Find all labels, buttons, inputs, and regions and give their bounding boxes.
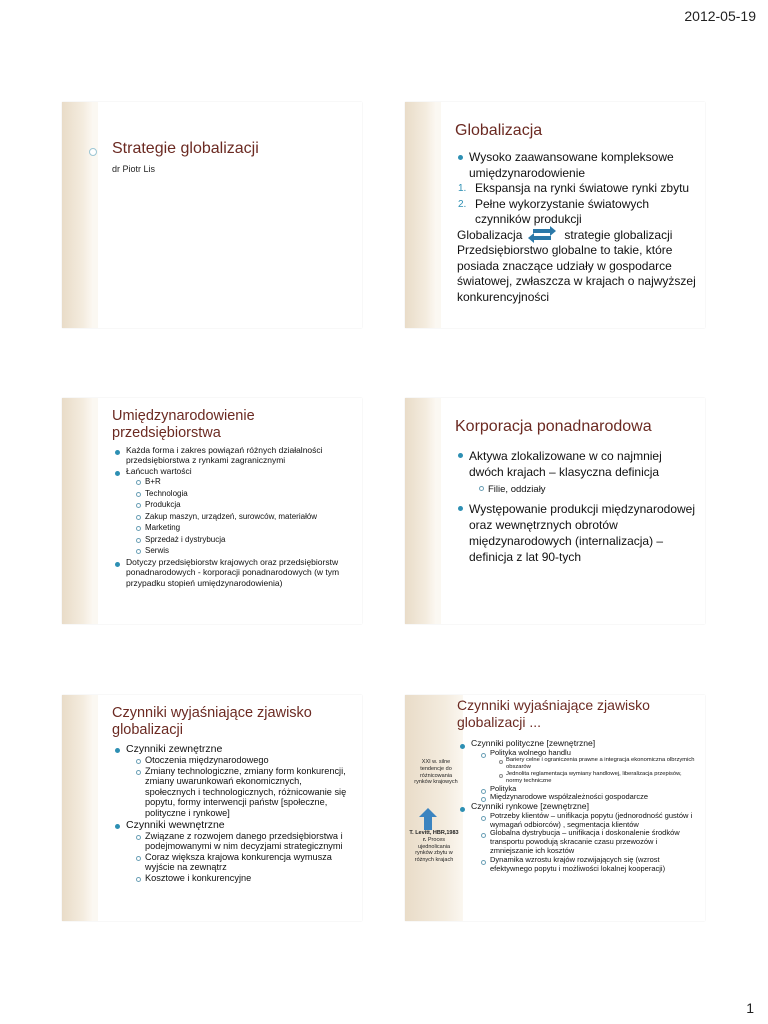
definition-paragraph: Przedsiębiorstwo globalne to takie, które posiada znaczące udziały w gospodarce światowej, zwłaszcza w krajach o najwyższej konkurencyjności bbox=[457, 243, 696, 304]
slide-title: Umiędzynarodowienie przedsiębiorstwa bbox=[112, 408, 255, 441]
globalization-relation: Globalizacja strategie globalizacji bbox=[457, 227, 673, 242]
bullet: Aktywa zlokalizowane w co najmniej dwóch krajach – klasyczna definicja Filie, oddziały bbox=[457, 448, 697, 498]
bullet: Czynniki zewnętrzne Otoczenia międzynarodowego Zmiany technologiczne, zmiany form konkurencji, zmiany uwarunkowań ekonomicznych, społecznych i technologicznych, różnicowanie się popytu, formy interwencji państw [społeczne, polityczne i rynkowe] bbox=[114, 743, 354, 819]
slide-6 bbox=[405, 695, 705, 921]
sub-item: Dynamika wzrostu krajów rozwijających się (wzrost efektywnego popytu i możliwości lokalnej kooperacji) bbox=[481, 856, 697, 874]
bullet: Dotyczy przedsiębiorstw krajowych oraz przedsiębiorstw ponadnarodowych - korporacji ponadnarodowych (w tym przypadku stopień umiędzynarodowienia) bbox=[114, 557, 354, 588]
sub-item: Serwis bbox=[136, 545, 354, 557]
slide-title: Czynniki wyjaśniające zjawisko globalizacji ... bbox=[457, 697, 650, 730]
sub-item: Zmiany technologiczne, zmiany form konkurencji, zmiany uwarunkowań ekonomicznych, społecznych i technologicznych, różnicowanie się popytu, formy interwencji państw [społeczne, polityczne i rynkowe] bbox=[136, 766, 354, 819]
bullet: Czynniki rynkowe [zewnętrzne] Potrzeby klientów – unifikacja popytu (jednorodność gustów i wymagań odbiorców) , segmentacja klientów Globalna dystrybucja – unifikacja i doskonalenie środków transportu powodują skracanie czasu przewozów i zmniejszanie ich kosztów Dynamika wzrostu krajów rozwijających się (wzrost efektywnego popytu i możliwości lokalnej kooperacji) bbox=[459, 802, 697, 873]
bullet: Wysoko zaawansowane kompleksowe umiędzynarodowienie bbox=[457, 150, 697, 181]
sub-item: Globalna dystrybucja – unifikacja i doskonalenie środków transportu powodują skracanie czasu przewozów i zmniejszanie ich kosztów bbox=[481, 829, 697, 855]
sub-item: Marketing bbox=[136, 522, 354, 534]
slide-4 bbox=[405, 398, 705, 624]
bullet: Czynniki wewnętrzne Związane z rozwojem danego przedsiębiorstwa i podejmowanymi w nim decyzjami strategicznymi Coraz większa krajowa konkurencja wymusza wyjście na zewnątrz Kosztowe i konkurencyjne bbox=[114, 819, 354, 884]
slide-1 bbox=[62, 102, 362, 328]
slide-content bbox=[457, 448, 697, 565]
sub-item: Produkcja bbox=[136, 499, 354, 511]
slide-content bbox=[459, 739, 697, 873]
page-number: 1 bbox=[746, 1000, 754, 1016]
slide-content bbox=[114, 743, 354, 884]
sub-item: Technologia bbox=[136, 488, 354, 500]
sub-item: Otoczenia międzynarodowego bbox=[136, 755, 354, 766]
sub-item: Polityka wolnego handlu Bariery celne i ograniczenia prawne a integracja ekonomiczna olbrzymich obszarów Jednolita reglamentacja wymiany handlowej, liberalizacja przepisów, normy techniczne bbox=[481, 749, 697, 785]
slide-content bbox=[114, 445, 354, 588]
numbered-item: 1. Ekspansja na rynki światowe rynki zbytu bbox=[458, 181, 690, 195]
sub-sub-item: Bariery celne i ograniczenia prawne a integracja ekonomiczna olbrzymich obszarów bbox=[499, 757, 697, 771]
sub-item: Sprzedaż i dystrybucja bbox=[136, 534, 354, 546]
bullet: Łańcuch wartości B+R Technologia Produkcja Zakup maszyn, urządzeń, surowców, materiałów Marketing Sprzedaż i dystrybucja Serwis bbox=[114, 466, 354, 557]
slide-content bbox=[457, 150, 697, 305]
slide-5 bbox=[62, 695, 362, 921]
bullet: Każda forma i zakres powiązań różnych działalności przedsiębiorstwa z rynkami zagranicznymi bbox=[114, 445, 354, 466]
slide-title: Strategie globalizacji bbox=[112, 140, 259, 157]
sub-item: B+R bbox=[136, 476, 354, 488]
slide-title: Korporacja ponadnarodowa bbox=[455, 418, 652, 435]
side-note-trend: XXI w. silne tendencje do różnicowania rynków krajowych bbox=[414, 759, 458, 786]
sub-item: Zakup maszyn, urządzeń, surowców, materiałów bbox=[136, 511, 354, 523]
double-arrow-icon bbox=[530, 228, 556, 242]
numbered-item: 2. Pełne wykorzystanie światowych czynników produkcji bbox=[458, 196, 650, 226]
sub-item: Związane z rozwojem danego przedsiębiorstwa i podejmowanymi w nim decyzjami strategicznymi bbox=[136, 831, 354, 852]
up-arrow-icon bbox=[419, 808, 437, 830]
print-date: 2012-05-19 bbox=[684, 8, 756, 24]
sub-item: Potrzeby klientów – unifikacja popytu (jednorodność gustów i wymagań odbiorców) , segmentacja klientów bbox=[481, 812, 697, 830]
sub-item: Coraz większa krajowa konkurencja wymusza wyjście na zewnątrz bbox=[136, 852, 354, 873]
bullet: Występowanie produkcji międzynarodowej oraz wewnętrznych obrotów międzynarodowych (internalizacja) – definicja z lat 90-tych bbox=[457, 501, 697, 565]
slide-title: Czynniki wyjaśniające zjawisko globalizacji bbox=[112, 705, 312, 738]
slide-subtitle: dr Piotr Lis bbox=[112, 164, 156, 174]
sub-item: Polityka bbox=[481, 785, 697, 794]
sub-item: Kosztowe i konkurencyjne bbox=[136, 873, 354, 884]
slide-3 bbox=[62, 398, 362, 624]
sub-item: Międzynarodowe współzależności gospodarcze bbox=[481, 793, 697, 802]
bullet: Czynniki polityczne [zewnętrzne] Polityka wolnego handlu Bariery celne i ograniczenia prawne a integracja ekonomiczna olbrzymich obszarów Jednolita reglamentacja wymiany handlowej, liberalizacja przepisów, normy techniczne Polityka Międzynarodowe współzależności gospodarcze bbox=[459, 739, 697, 802]
decor-circle-icon bbox=[89, 148, 97, 156]
side-note-levitt: T. Levitt, HBR,1983 r. Proces ujednolicania rynków zbytu w różnych krajach bbox=[409, 830, 459, 864]
slide-title: Globalizacja bbox=[455, 122, 543, 139]
sub-sub-item: Jednolita reglamentacja wymiany handlowej, liberalizacja przepisów, normy techniczne bbox=[499, 771, 697, 785]
slide-2 bbox=[405, 102, 705, 328]
sub-item: Filie, oddziały bbox=[479, 482, 697, 498]
